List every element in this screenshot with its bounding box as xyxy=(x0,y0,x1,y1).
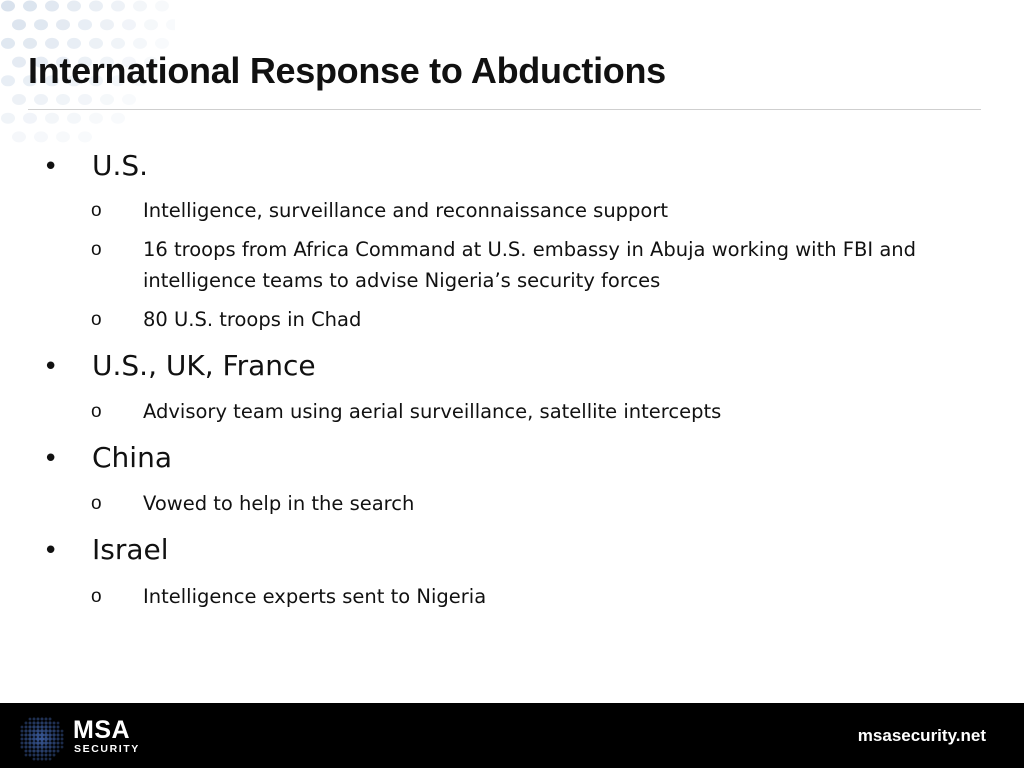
bullet-marker: • xyxy=(43,152,59,182)
msa-security-logo xyxy=(10,709,150,763)
section-heading-us-uk-france: U.S., UK, France xyxy=(92,349,316,382)
website-link[interactable]: msasecurity.net xyxy=(857,726,986,745)
sub-bullet-marker: o xyxy=(91,309,102,330)
bullet-marker: • xyxy=(43,536,59,566)
sub-bullet-marker: o xyxy=(91,586,102,607)
sub-bullet-marker: o xyxy=(91,401,102,422)
footer-bar xyxy=(0,703,1024,768)
bullet-marker: • xyxy=(43,352,59,382)
logo-subtitle: SECURITY xyxy=(74,743,140,755)
list-item: Advisory team using aerial surveillance, satellite intercepts xyxy=(143,400,722,423)
logo-name: MSA xyxy=(73,716,131,744)
bullet-marker: • xyxy=(43,444,59,474)
globe-icon xyxy=(16,713,66,763)
section-heading-china: China xyxy=(92,441,172,474)
list-item: Vowed to help in the search xyxy=(143,492,415,515)
list-item: 16 troops from Africa Command at U.S. embassy in Abuja working with FBI and intelligence teams to advise Nigeria’s security forces xyxy=(143,238,917,292)
list-item: Intelligence, surveillance and reconnaissance support xyxy=(143,199,669,222)
section-heading-israel: Israel xyxy=(92,533,169,566)
slide-title: International Response to Abductions xyxy=(28,50,666,91)
list-item: 80 U.S. troops in Chad xyxy=(143,308,362,331)
list-item: Intelligence experts sent to Nigeria xyxy=(143,585,487,608)
sub-bullet-marker: o xyxy=(91,200,102,221)
sub-bullet-marker: o xyxy=(91,239,102,260)
section-heading-us: U.S. xyxy=(92,149,149,182)
sub-bullet-marker: o xyxy=(91,493,102,514)
